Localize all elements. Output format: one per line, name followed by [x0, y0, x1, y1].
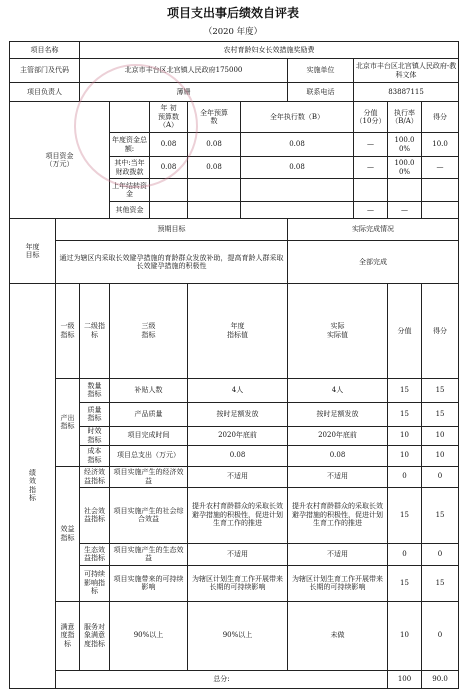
funds-row-full: [188, 202, 241, 219]
perf-row-actual: 按时足额发放: [288, 402, 388, 426]
goals-expected-value: 通过为辖区内采取长效避孕措施的育龄群众发放补助，提高育龄人群采取长效避孕措施的积极性: [56, 241, 288, 284]
goals-header-row: [10, 219, 459, 241]
perf-row-l3: 项目实施产生的经济效益: [110, 466, 188, 487]
perf-col-l3: 三级 指标: [110, 284, 188, 379]
funds-row-score: [354, 179, 388, 202]
perf-row-target: 提升农村育龄群众的采取长效避孕措施的积极性，促进计划生育工作的推进: [188, 487, 288, 543]
perf-row-l3: 项目实施产生的生态效益: [110, 543, 188, 565]
perf-row-l3: 补贴人数: [110, 378, 188, 402]
perf-row: [10, 601, 459, 670]
funds-row-score: —: [354, 133, 388, 157]
perf-row-points: 10: [422, 426, 459, 445]
perf-row-target: 2020年底前: [188, 426, 288, 445]
perf-benefit-label: 效益 指标: [56, 466, 80, 601]
perf-label: 绩 效 指 标: [10, 284, 56, 689]
funds-row-rate: [388, 179, 422, 202]
perf-row-target: 不适用: [188, 466, 288, 487]
funds-row-full: 0.08: [188, 157, 241, 179]
funds-row-label: 年度资金总额:: [110, 133, 150, 157]
perf-row-actual: 不适用: [288, 543, 388, 565]
perf-row-l3: 90%以上: [110, 601, 188, 670]
funds-header-row: [10, 102, 459, 133]
total-score: 100: [388, 670, 422, 688]
perf-row-score: 0: [388, 543, 422, 565]
funds-row-points: [422, 179, 459, 202]
perf-row-target: 4人: [188, 378, 288, 402]
perf-col-l1: 一级 指标: [56, 284, 80, 379]
perf-row-score: 10: [388, 426, 422, 445]
project-name-row: [10, 42, 459, 59]
perf-col-l2: 二级指 标: [80, 284, 110, 379]
funds-col-rate: 执行率 （B/A）: [388, 102, 422, 133]
leader-value: 薄姗: [80, 83, 288, 102]
department-label: 主管部门及代码: [10, 59, 80, 83]
perf-row-actual: 未做: [288, 601, 388, 670]
perf-col-points: 得分: [422, 284, 459, 379]
perf-row-actual: 4人: [288, 378, 388, 402]
funds-col-initial: 年 初 预算数 （A）: [150, 102, 188, 133]
perf-row: [10, 466, 459, 487]
perf-row-points: 15: [422, 378, 459, 402]
funds-row-initial: [150, 179, 188, 202]
perf-row-l2: 社会效 益指标: [80, 487, 110, 543]
perf-row-l3: 项目完成时间: [110, 426, 188, 445]
funds-row-full: 0.08: [188, 133, 241, 157]
project-name-label: 项目名称: [10, 42, 80, 59]
funds-row-exec: 0.08: [241, 157, 354, 179]
perf-row-l3: 项目总支出（万元）: [110, 445, 188, 466]
phone-label: 联系电话: [288, 83, 354, 102]
perf-row-score: 15: [388, 487, 422, 543]
funds-row-rate: 100.00%: [388, 133, 422, 157]
funds-row-score: —: [354, 157, 388, 179]
leader-label: 项目负责人: [10, 83, 80, 102]
goals-label: 年度 目标: [10, 219, 56, 284]
perf-row-target: 按时足额发放: [188, 402, 288, 426]
perf-row-actual: 提升农村育龄群众的采取长效避孕措施的积极性，促进计划生育工作的推进: [288, 487, 388, 543]
perf-row-points: 15: [422, 487, 459, 543]
goals-actual-header: 实际完成情况: [288, 219, 459, 241]
funds-row-rate: 100.00%: [388, 157, 422, 179]
goals-actual-value: 全部完成: [288, 241, 459, 284]
perf-col-score: 分值: [388, 284, 422, 379]
funds-row-exec: [241, 202, 354, 219]
funds-blank-header: [110, 102, 150, 133]
funds-row-points: 10.0: [422, 133, 459, 157]
leader-row: [10, 83, 459, 102]
perf-row-actual: 0.08: [288, 445, 388, 466]
funds-col-exec: 全年执行数（B）: [241, 102, 354, 133]
perf-row-l3: 产品质量: [110, 402, 188, 426]
goals-expected-header: 预期目标: [56, 219, 288, 241]
funds-row-initial: 0.08: [150, 157, 188, 179]
perf-row: [10, 378, 459, 402]
project-name-value: 农村育龄妇女长效措施奖励费: [80, 42, 459, 59]
perf-row-l2: 生态效 益指标: [80, 543, 110, 565]
perf-row-l2: 经济效 益指标: [80, 466, 110, 487]
perf-row-target: 90%以上: [188, 601, 288, 670]
implementer-label: 实施单位: [288, 59, 354, 83]
perf-col-target: 年度 指标值: [188, 284, 288, 379]
funds-group-label: 项目资金 （万元）: [10, 102, 110, 219]
funds-row-label: 上年结转资金: [110, 179, 150, 202]
perf-header-row: [10, 284, 459, 379]
perf-row-target: 0.08: [188, 445, 288, 466]
funds-col-score: 分值 （10分）: [354, 102, 388, 133]
department-value: 北京市丰台区北宫镇人民政府175000: [80, 59, 288, 83]
perf-row-l2: 可持续 影响指 标: [80, 565, 110, 601]
perf-row-actual: 2020年底前: [288, 426, 388, 445]
form-title: 项目支出事后绩效自评表: [166, 6, 299, 20]
funds-row-points: [422, 202, 459, 219]
perf-row-l2: 成本 指标: [80, 445, 110, 466]
perf-row-score: 10: [388, 601, 422, 670]
perf-row-points: 15: [422, 565, 459, 601]
funds-row-initial: 0.08: [150, 133, 188, 157]
funds-row-label: 其他资金: [110, 202, 150, 219]
perf-col-actual: 实际 实际值: [288, 284, 388, 379]
perf-row-score: 15: [388, 378, 422, 402]
funds-row-initial: [150, 202, 188, 219]
funds-col-points: 得分: [422, 102, 459, 133]
perf-row-score: 0: [388, 466, 422, 487]
perf-row-points: 15: [422, 402, 459, 426]
perf-row-l2: 质量 指标: [80, 402, 110, 426]
perf-row-l3: 项目实施带来的可持续影响: [110, 565, 188, 601]
perf-row-actual: 为辖区计划生育工作开展带来长期的可持续影响: [288, 565, 388, 601]
perf-row-l3: 项目实施产生的社会综合效益: [110, 487, 188, 543]
perf-row-points: 10: [422, 445, 459, 466]
perf-row-points: 0: [422, 601, 459, 670]
perf-row-points: 0: [422, 466, 459, 487]
perf-row-l2: 时效 指标: [80, 426, 110, 445]
evaluation-table: [9, 41, 459, 689]
funds-row-label: 其中:当年财政拨款: [110, 157, 150, 179]
perf-row-target: 为辖区计划生育工作开展带来长期的可持续影响: [188, 565, 288, 601]
perf-output-label: 产出 指标: [56, 378, 80, 466]
funds-row-exec: 0.08: [241, 133, 354, 157]
funds-row-score: —: [354, 202, 388, 219]
perf-satisfaction-label: 满意 度指 标: [56, 601, 80, 670]
implementer-value: 北京市丰台区北宫镇人民政府-教科文体: [354, 59, 459, 83]
total-label: 总分:: [56, 670, 388, 688]
total-row: [10, 670, 459, 688]
perf-row-l2: 数量 指标: [80, 378, 110, 402]
perf-row-points: 0: [422, 543, 459, 565]
goals-content-row: [10, 241, 459, 284]
form-year: （2020 年度）: [203, 27, 263, 37]
funds-row-exec: [241, 179, 354, 202]
funds-row-full: [188, 179, 241, 202]
perf-row-score: 15: [388, 565, 422, 601]
perf-row-score: 15: [388, 402, 422, 426]
phone-value: 83887115: [354, 83, 459, 102]
funds-row-points: —: [422, 157, 459, 179]
funds-row-rate: —: [388, 202, 422, 219]
total-points: 90.0: [422, 670, 459, 688]
perf-row-target: 不适用: [188, 543, 288, 565]
perf-row-actual: 不适用: [288, 466, 388, 487]
department-row: [10, 59, 459, 83]
perf-row-score: 10: [388, 445, 422, 466]
perf-row-l2: 服务对 象满意 度指标: [80, 601, 110, 670]
funds-col-full: 全年预算 数: [188, 102, 241, 133]
